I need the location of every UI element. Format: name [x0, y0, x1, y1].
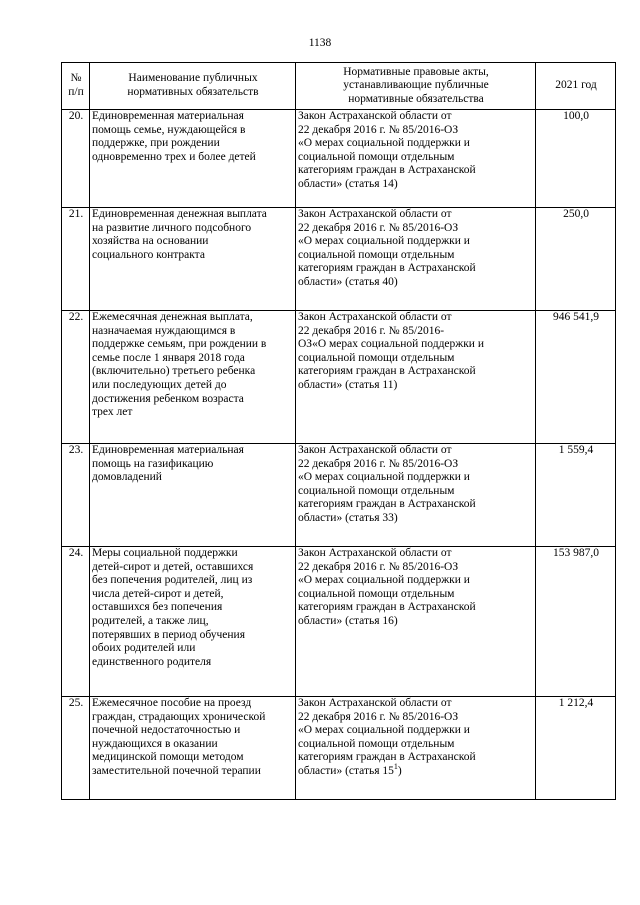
row-number: 20.: [62, 110, 90, 208]
page-number: 1138: [308, 37, 332, 49]
legal-act: Закон Астраханской области от 22 декабря 2016 г. № 85/2016-ОЗ «О мерах социальной поддержки и социальной помощи отдельным категориям граждан в Астраханской области» (статья 40): [296, 208, 536, 311]
table-row: [62, 110, 616, 208]
row-number: 25.: [62, 697, 90, 800]
obligations-table: [61, 62, 616, 800]
row-number: 21.: [62, 208, 90, 311]
legal-act: Закон Астраханской области от 22 декабря 2016 г. № 85/2016-ОЗ «О мерах социальной поддержки и социальной помощи отдельным категориям граждан в Астраханской области» (статья 33): [296, 444, 536, 547]
obligation-name: Меры социальной поддержки детей-сирот и детей, оставшихся без попечения родителей, лиц из числа детей-сирот и детей, оставшихся без попечения родителей, а также лиц, потерявших в период обучения обоих родителей или единственного родителя: [90, 547, 296, 697]
obligation-name: Единовременная материальная помощь семье, нуждающейся в поддержке, при рождении одновременно трех и более детей: [90, 110, 296, 208]
table-row: [62, 311, 616, 444]
amount-2021: 250,0: [536, 208, 616, 311]
obligation-name: Ежемесячное пособие на проезд граждан, страдающих хронической почечной недостаточностью и нуждающихся в оказании медицинской помощи методом заместительной почечной терапии: [90, 697, 296, 800]
amount-2021: 946 541,9: [536, 311, 616, 444]
row-number: 23.: [62, 444, 90, 547]
legal-act: Закон Астраханской области от 22 декабря 2016 г. № 85/2016- ОЗ«О мерах социальной поддержки и социальной помощи отдельным категориям граждан в Астраханской области» (статья 11): [296, 311, 536, 444]
row-number: 24.: [62, 547, 90, 697]
obligation-name: Единовременная материальная помощь на газификацию домовладений: [90, 444, 296, 547]
legal-act: Закон Астраханской области от 22 декабря 2016 г. № 85/2016-ОЗ «О мерах социальной поддержки и социальной помощи отдельным категориям граждан в Астраханской области» (статья 14): [296, 110, 536, 208]
legal-act: Закон Астраханской области от 22 декабря 2016 г. № 85/2016-ОЗ «О мерах социальной поддержки и социальной помощи отдельным категориям граждан в Астраханской области» (статья 16): [296, 547, 536, 697]
amount-2021: 1 212,4: [536, 697, 616, 800]
table-row: [62, 208, 616, 311]
header-year: 2021 год: [536, 63, 616, 110]
obligation-name: Ежемесячная денежная выплата, назначаемая нуждающимся в поддержке семьям, при рождении в семье после 1 января 2018 года (включительно) третьего ребенка или последующих детей до достижения ребенком возраста трех лет: [90, 311, 296, 444]
legal-act: Закон Астраханской области от 22 декабря 2016 г. № 85/2016-ОЗ «О мерах социальной поддержки и социальной помощи отдельным категориям граждан в Астраханской области» (статья $15^1$): [296, 697, 536, 800]
table-row: [62, 444, 616, 547]
amount-2021: 1 559,4: [536, 444, 616, 547]
obligation-name: Единовременная денежная выплата на развитие личного подсобного хозяйства на основании социального контракта: [90, 208, 296, 311]
header-act: Нормативные правовые акты, устанавливающие публичные нормативные обязательства: [296, 63, 536, 110]
amount-2021: 153 987,0: [536, 547, 616, 697]
amount-2021: 100,0: [536, 110, 616, 208]
header-num: № п/п: [62, 63, 90, 110]
table-header-row: [62, 63, 616, 110]
header-name: Наименование публичных нормативных обязательств: [90, 63, 296, 110]
table-row: [62, 697, 616, 800]
row-number: 22.: [62, 311, 90, 444]
table-row: [62, 547, 616, 697]
